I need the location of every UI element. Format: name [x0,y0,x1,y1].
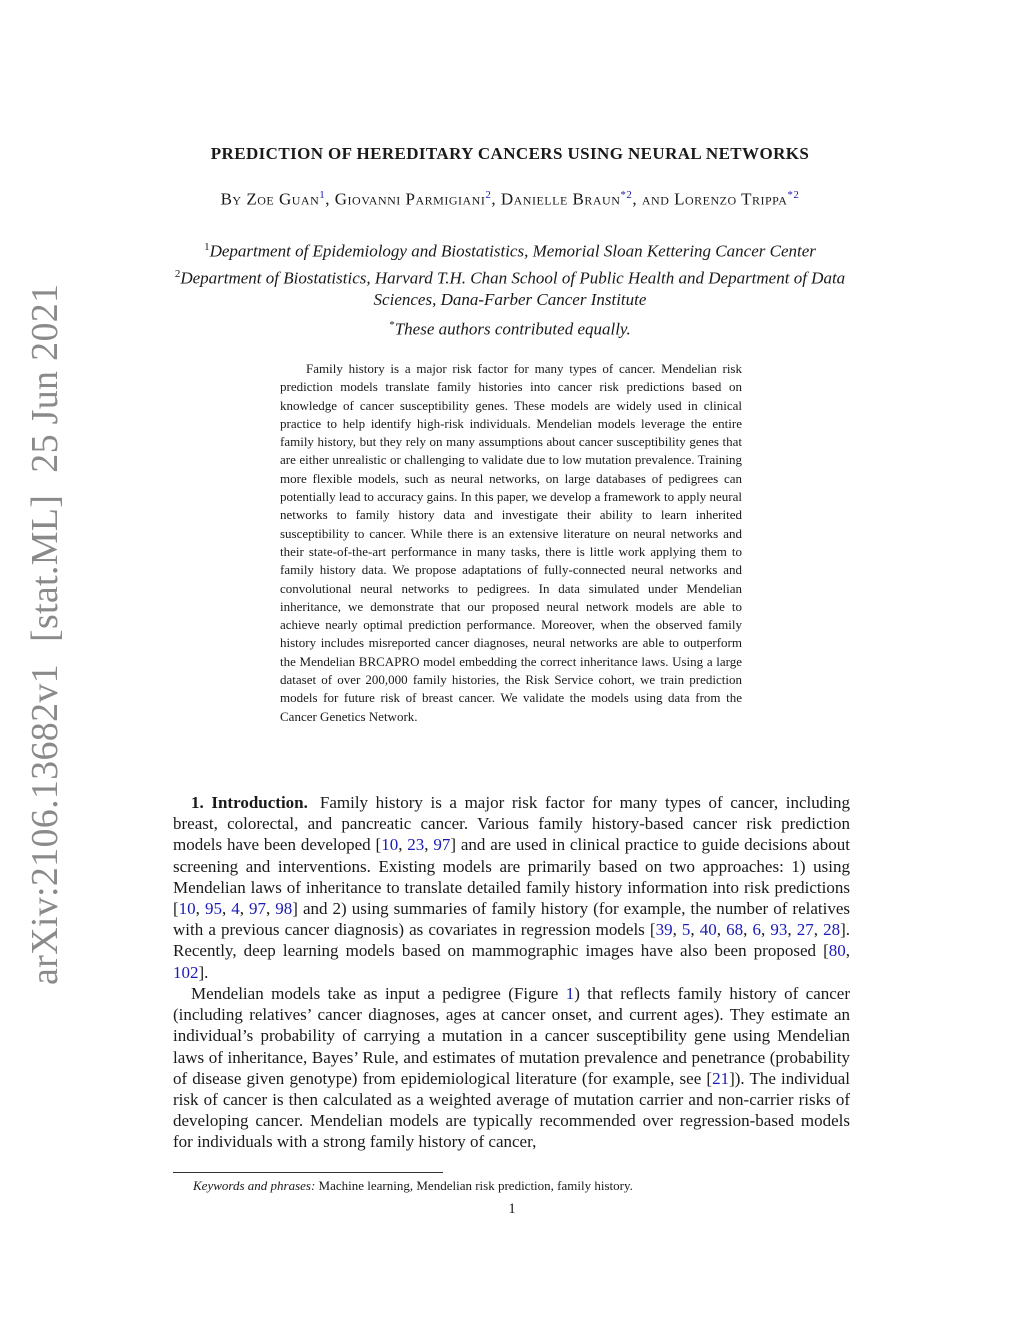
text-run: ]). The individual risk of cancer is then calculated as a weighted average of mutation carrier and non-carrier risks of developing cancer. Mendelian models are typically recommended over regression-based models for individuals with a strong family history of cancer, [173,1068,850,1152]
text-run: ]. Recently, deep learning models based on mammographic images have also been proposed [ [173,920,850,961]
equal-contribution-note [150,319,870,340]
citation-link[interactable]: 27 [796,920,814,940]
keywords-text: Machine learning, Mendelian risk prediction, family history. [318,1178,633,1193]
author-list: By Zoe Guan$^1$, Giovanni Parmigiani$^2$, Danielle Braun$^{*2}$, and Lorenzo Trippa$^{*2}$ [220,189,800,209]
figure-link[interactable]: 1 [565,984,575,1003]
citation-link[interactable]: 10 [381,835,399,855]
arxiv-identifier-stamp [20,283,70,985]
author-name: Giovanni Parmigiani [334,189,486,209]
text-run: ]. [198,962,209,982]
arxiv-id: arXiv:2106.13682v1 [24,664,66,985]
affiliation-mark[interactable]: *2 [787,189,800,201]
affiliation-text: Department of Biostatistics, Harvard T.H. Chan School of Public Health and Department of Data Sciences, Dana-Farber Cancer Institute [180,268,846,310]
citation-link[interactable]: 68 [726,920,744,940]
affiliation-mark[interactable]: 1 [319,189,326,201]
keywords-footnote [193,1178,853,1194]
keywords-label: Keywords and phrases: [193,1178,316,1193]
citation-link[interactable]: 102 [173,962,199,982]
text-run: Mendelian models take as input a pedigree (Figure [191,984,566,1003]
author-name: Zoe Guan [246,189,320,209]
affiliation-1 [150,236,870,263]
affiliation-number: 2 [174,267,181,280]
citation-link[interactable]: 21 [712,1068,730,1088]
citation-link[interactable]: 93 [770,920,788,940]
citation-link[interactable]: 23 [407,835,425,855]
equal-contribution-text: These authors contributed equally. [394,319,631,339]
citation-link[interactable]: 10 [178,899,196,919]
citation-link[interactable]: 4 [231,899,240,919]
citation-link[interactable]: 80 [828,941,846,961]
citation-link[interactable]: 28 [823,920,841,940]
author-conjunction: and [641,189,670,209]
arxiv-date: 25 Jun 2021 [24,283,66,473]
citation-link[interactable]: 39 [655,920,673,940]
citation-link[interactable]: 95 [204,899,222,919]
citation-link[interactable]: 40 [699,920,717,940]
asterisk-mark: * [389,319,395,331]
citation-link[interactable]: 5 [681,920,691,940]
affiliation-2 [150,263,870,312]
introduction-paragraph: 1. Introduction. Family history is a major risk factor for many types of cancer, including breast, colorectal, and pancreatic cancer. Various family history-based cancer risk prediction models have been developed [10, 23, 97] and are used in clinical practice to guide decisions about screening and interventions. Existing models are primarily based on two approaches: 1) using Mendelian laws of inheritance to translate detailed family history information into risk predictions [10, 95, 4, 97, 98] and 2) using summaries of family history (for example, the number of relatives with a previous cancer diagnosis) as covariates in regression models [39, 5, 40, 68, 6, 93, 27, 28]. Recently, deep learning models based on mammographic images have also been proposed [80, 102]. [173,793,851,982]
by-prefix: By [220,189,242,209]
citation-link[interactable]: 6 [752,920,761,940]
arxiv-category: [stat.ML] [24,494,66,643]
author-name: Lorenzo Trippa [674,189,788,209]
text-run: ] and 2) using summaries of family history (for example, the number of relatives with a previous cancer diagnosis) as covariates in regression models [ [173,899,851,940]
section-heading: 1. Introduction. [191,793,308,812]
affiliation-mark[interactable]: 2 [485,189,492,201]
paper-title: PREDICTION OF HEREDITARY CANCERS USING NEURAL NETWORKS [210,144,810,163]
text-run: ] and are used in clinical practice to guide decisions about screening and interventions. Existing models are primarily based on two approaches: 1) using Mendelian laws of inheritance to translate detailed family history information into risk predictions [ [173,835,850,919]
footnote-divider [173,1172,443,1173]
citation-link[interactable]: 97 [249,899,267,919]
text-run: Family history is a major risk factor for many types of cancer, including breast, colorectal, and pancreatic cancer. Various family history-based cancer risk prediction models have been developed [ [173,793,850,855]
author-name: Danielle Braun [500,189,621,209]
page-number: 1 [508,1201,516,1217]
citation-link[interactable]: 98 [275,899,293,919]
affiliations [150,236,870,311]
citation-link[interactable]: 97 [433,835,451,855]
abstract: Family history is a major risk factor for many types of cancer. Mendelian risk prediction models translate family histories into cancer risk predictions based on knowledge of cancer susceptibility genes. These models are widely used in clinical practice to help identify high-risk individuals. Mendelian models leverage the entire family history, but they rely on many assumptions about cancer susceptibility genes that are either unrealistic or challenging to validate due to low mutation prevalence. Training more flexible models, such as neural networks, on large databases of pedigrees can potentially lead to accuracy gains. In this paper, we develop a framework to apply neural networks to family history data and investigate their ability to learn inherited susceptibility to cancer. While there is an extensive literature on neural networks and their state-of-the-art performance in many tasks, there is little work applying them to family history data. We propose adaptations of fully-connected neural networks and convolutional neural networks to pedigrees. In data simulated under Mendelian inheritance, we demonstrate that our proposed neural network models are able to achieve nearly optimal prediction performance. Moreover, when the observed family history includes misreported cancer diagnoses, neural networks are able to outperform the Mendelian BRCAPRO model embedding the correct inheritance laws. Using a large dataset of over 200,000 family histories, the Risk Service cohort, we train prediction models for future risk of breast cancer. We validate the models using data from the Cancer Genetics Network. [280,361,742,724]
affiliation-number: 1 [204,241,210,253]
body-paragraph [173,983,850,1153]
text-run: ) that reflects family history of cancer (including relatives’ cancer diagnoses, ages at cancer onset, and current ages). They estimate an individual’s probability of carrying a mutation in a cancer susceptibility gene using Mendelian laws of inheritance, Bayes’ Rule, and estimates of mutation prevalence and penetrance (probability of disease given genotype) from epidemiological literature (for example, see [ [173,984,850,1088]
affiliation-mark[interactable]: *2 [620,189,633,201]
affiliation-text: Department of Epidemiology and Biostatistics, Memorial Sloan Kettering Cancer Center [209,241,816,261]
